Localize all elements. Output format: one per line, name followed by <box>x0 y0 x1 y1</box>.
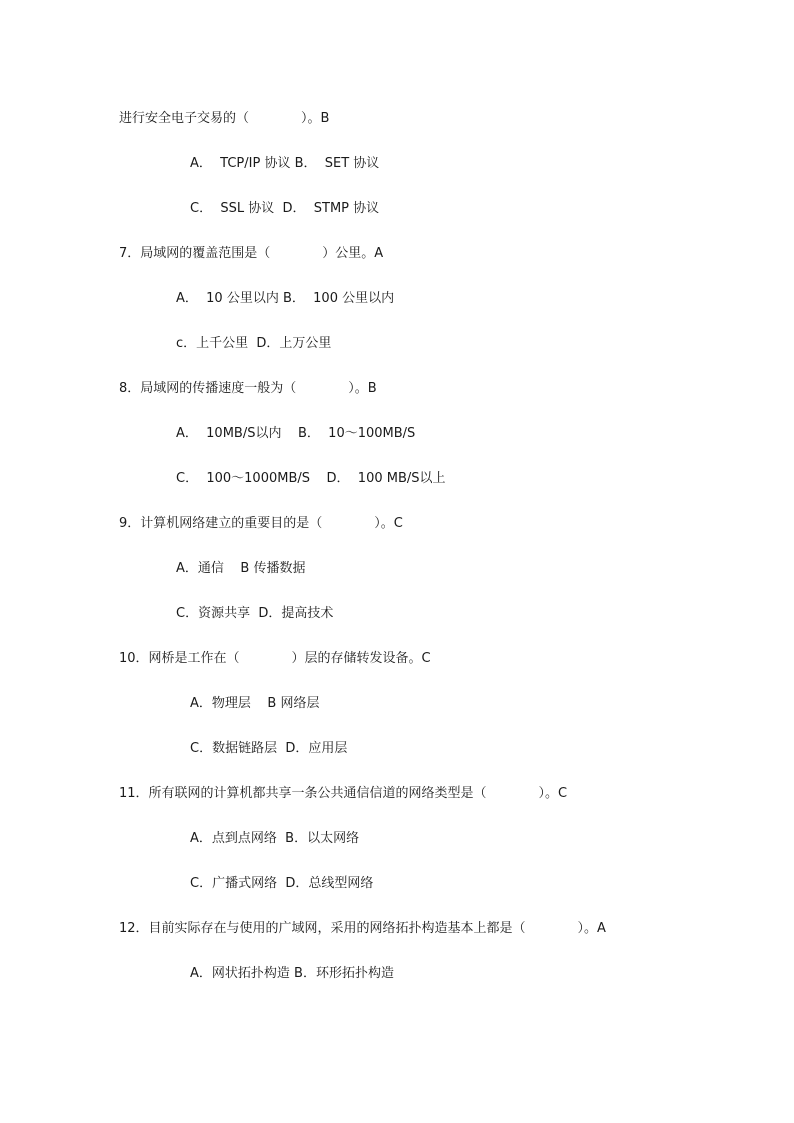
question-11-options-ab: A．点到点网络 B．以太网络 <box>190 831 360 846</box>
question-8-stem: 8．局域网的传播速度一般为（ ）。B <box>119 381 377 396</box>
question-10-stem: 10．网桥是工作在（ ）层的存储转发设备。C <box>119 651 431 666</box>
question-6-options-cd: C． SSL 协议 D． STMP 协议 <box>190 201 380 216</box>
question-11-options-cd: C．广播式网络 D．总线型网络 <box>190 876 374 891</box>
question-11-stem: 11．所有联网的计算机都共享一条公共通信信道的网络类型是（ ）。C <box>119 786 568 801</box>
question-8-options-cd: C． 100～1000MB/S D． 100 MB/S以上 <box>176 471 446 486</box>
question-9-options-cd: C．资源共享 D．提高技术 <box>176 606 334 621</box>
question-10-options-cd: C．数据链路层 D．应用层 <box>190 741 348 756</box>
question-7-stem: 7．局域网的覆盖范围是（ ）公里。A <box>119 246 384 261</box>
question-8-options-ab: A． 10MB/S以内 B． 10～100MB/S <box>176 426 416 441</box>
question-7-options-ab: A． 10 公里以内 B． 100 公里以内 <box>176 291 395 306</box>
question-12-options-ab: A．网状拓扑构造 B．环形拓扑构造 <box>190 966 394 981</box>
question-9-options-ab: A．通信 B 传播数据 <box>176 561 306 576</box>
question-9-stem: 9．计算机网络建立的重要目的是（ ）。C <box>119 516 403 531</box>
question-6-stem: 进行安全电子交易的（ ）。B <box>119 111 330 126</box>
question-7-options-cd: c．上千公里 D．上万公里 <box>176 336 332 351</box>
question-12-stem: 12．目前实际存在与使用的广域网，采用的网络拓扑构造基本上都是（ ）。A <box>119 921 606 936</box>
question-6-options-ab: A． TCP/IP 协议 B． SET 协议 <box>190 156 380 171</box>
question-10-options-ab: A．物理层 B 网络层 <box>190 696 320 711</box>
